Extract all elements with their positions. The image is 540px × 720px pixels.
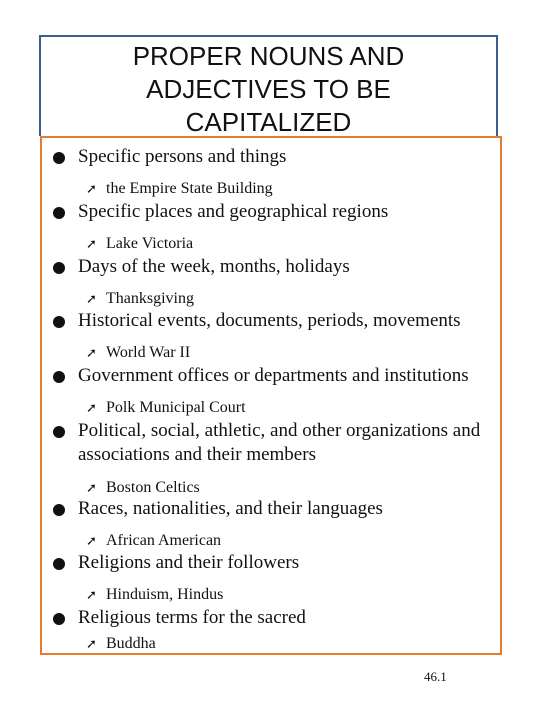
bullet-icon <box>53 207 65 219</box>
list-item-example <box>86 634 156 655</box>
bullet-icon <box>53 152 65 164</box>
arrow-up-right-icon: ➚ <box>86 534 97 549</box>
bullet-icon <box>53 371 65 383</box>
arrow-up-right-icon: ➚ <box>86 637 97 652</box>
list-item-text: Government offices or departments and institutions <box>78 365 469 386</box>
list-item-example <box>86 343 190 364</box>
example-text: the Empire State Building <box>106 180 273 197</box>
list-item-text: Historical events, documents, periods, movements <box>78 310 461 331</box>
example-text: Lake Victoria <box>106 235 194 252</box>
list-item-example <box>86 398 246 419</box>
title-line-1: PROPER NOUNS AND <box>132 41 405 71</box>
example-text: Boston Celtics <box>106 479 200 496</box>
example-text: Polk Municipal Court <box>106 399 246 416</box>
list-item-example <box>86 289 194 310</box>
list-item-example <box>86 478 200 499</box>
arrow-up-right-icon: ➚ <box>86 588 97 603</box>
bullet-icon <box>53 262 65 274</box>
title-line-2: ADJECTIVES TO BE <box>146 74 391 104</box>
example-text: Buddha <box>106 635 156 652</box>
bullet-list <box>40 136 502 655</box>
list-item-text: Specific places and geographical regions <box>78 201 389 222</box>
slide-title <box>39 35 498 136</box>
bullet-icon <box>53 426 65 438</box>
list-item-text: Days of the week, months, holidays <box>78 256 350 277</box>
list-item-text: Races, nationalities, and their languages <box>78 498 383 519</box>
list-item-example <box>86 179 273 200</box>
arrow-up-right-icon: ➚ <box>86 182 97 197</box>
list-item-text: Religious terms for the sacred <box>78 607 306 628</box>
example-text: Thanksgiving <box>106 290 194 307</box>
page-number: 46.1 <box>424 669 447 684</box>
example-text: World War II <box>106 344 191 361</box>
example-text: African American <box>106 532 222 549</box>
bullet-icon <box>53 316 65 328</box>
title-line-3: CAPITALIZED <box>185 107 352 137</box>
bullet-icon <box>53 504 65 516</box>
arrow-up-right-icon: ➚ <box>86 401 97 416</box>
bullet-icon <box>53 558 65 570</box>
list-item-text: Specific persons and things <box>78 146 287 167</box>
list-item-example <box>86 585 223 606</box>
arrow-up-right-icon: ➚ <box>86 481 97 496</box>
arrow-up-right-icon: ➚ <box>86 292 97 307</box>
list-item-example <box>86 531 221 552</box>
arrow-up-right-icon: ➚ <box>86 237 97 252</box>
bullet-icon <box>53 613 65 625</box>
arrow-up-right-icon: ➚ <box>86 346 97 361</box>
list-item-text: Political, social, athletic, and other organizations and associations and their members <box>78 420 481 465</box>
list-item-example <box>86 234 193 255</box>
example-text: Hinduism, Hindus <box>106 586 224 603</box>
list-item-text: Religions and their followers <box>78 552 300 573</box>
